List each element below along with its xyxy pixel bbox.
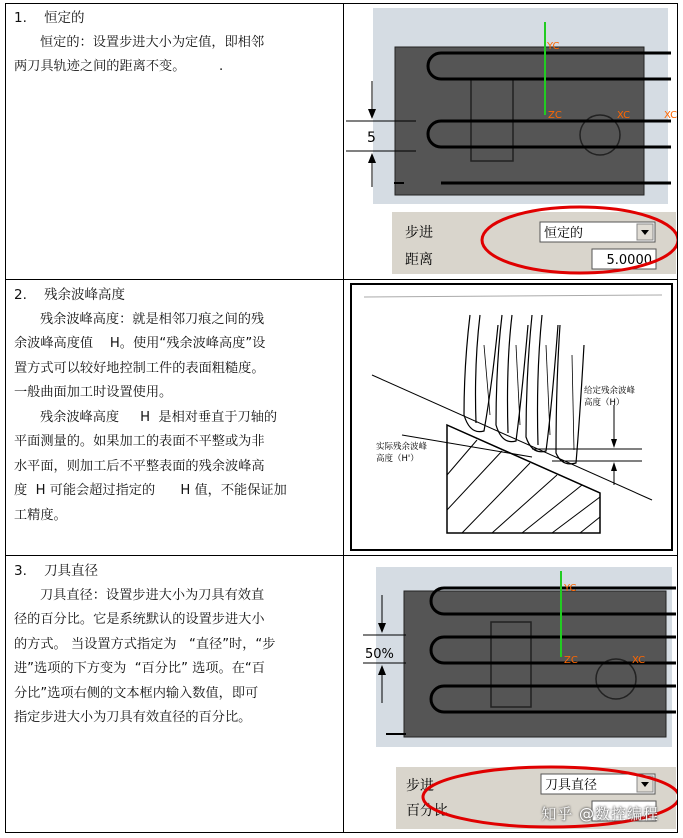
distance-label: 距离 (405, 252, 433, 268)
row-divider-1 (6, 279, 677, 280)
paragraph-line: 置方式可以较好地控制工件的表面粗糙度。 (14, 360, 265, 376)
section-3-figure (346, 557, 677, 832)
section-number: 3. (14, 563, 27, 579)
section-2-figure (350, 283, 673, 551)
paragraph-line: 的方式。 当设置方式指定为 “直径”时，“步 (14, 636, 276, 652)
stepover-select-value: 恒定的 (544, 226, 584, 241)
section-title: 残余波峰高度 (44, 287, 126, 303)
xc-label: XC (632, 655, 646, 666)
section-3-text (14, 559, 336, 731)
section-1-text (14, 6, 334, 80)
yc-label: YC (547, 41, 560, 52)
section-1-figure (346, 5, 677, 278)
percent-label: 百分比 (406, 803, 448, 819)
tool-diameter-diagram (346, 557, 677, 832)
section-number: 1. (14, 10, 27, 26)
stepover-label: 步进 (405, 225, 433, 241)
paragraph-line: 一般曲面加工时设置使用。 (14, 385, 173, 400)
distance-input[interactable] (592, 249, 656, 269)
document-table (5, 3, 678, 833)
dim-value: 5 (367, 130, 376, 146)
stepover-label: 步进 (406, 778, 434, 794)
paragraph-line: 度 H 可能会超过指定的 H 值，不能保证加 (14, 483, 287, 498)
paragraph-line: 径的百分比。它是系统默认的设置步进大小 (14, 612, 265, 627)
section-2-heading (14, 283, 336, 308)
dim-value: 50% (365, 647, 394, 662)
row-divider-2 (6, 555, 677, 556)
paragraph-line: 指定步进大小为刀具有效直径的百分比。 (14, 710, 252, 725)
paragraph-line: 余波峰高度值 H。使用“残余波峰高度”设 (14, 336, 266, 351)
stepover-select[interactable] (540, 222, 655, 242)
xc-label-edge: XC (664, 110, 677, 121)
paragraph-line: 水平面，则加工后不平整表面的残余波峰高 (14, 458, 265, 474)
xc-label: XC (617, 110, 631, 121)
paragraph-line: 恒定的：设置步进大小为定值，即相邻 (40, 34, 265, 50)
zc-label: ZC (564, 655, 578, 666)
paragraph-line: 残余波峰高度 H 是相对垂直于刀轴的 (40, 409, 278, 425)
given-height-label-2: 高度（H） (584, 398, 625, 408)
constant-stepover-diagram (346, 5, 677, 278)
section-number: 2. (14, 287, 27, 303)
section-2-text (14, 283, 336, 528)
distance-input-value: 5.0000 (606, 253, 652, 268)
paragraph-line: 刀具直径：设置步进大小为刀具有效直 (40, 587, 265, 603)
scallop-height-diagram (352, 285, 671, 549)
section-title: 恒定的 (44, 10, 85, 26)
stepover-select[interactable] (541, 774, 655, 794)
zc-label: ZC (548, 110, 562, 121)
paragraph-line: 进”选项的下方变为 “百分比” 选项。在“百 (14, 661, 265, 676)
section-title: 刀具直径 (44, 563, 99, 579)
actual-height-label-2: 高度（H'） (376, 454, 419, 464)
stepover-select-value: 刀具直径 (545, 778, 598, 793)
paragraph-line: 工精度。 (14, 507, 67, 523)
yc-label: YC (564, 583, 577, 594)
actual-height-label-1: 实际残余波峰 (376, 442, 428, 452)
paragraph-line: 两刀具轨迹之间的距离不变。 . (14, 59, 224, 74)
paragraph-line: 分比”选项右侧的文本框内输入数值，即可 (14, 685, 259, 701)
section-1-heading (14, 6, 334, 31)
paragraph-line: 平面测量的。如果加工的表面不平整或为非 (14, 434, 265, 449)
watermark: 知乎 @数控编程 (541, 805, 659, 823)
paragraph-line: 残余波峰高度：就是相邻刀痕之间的残 (40, 311, 265, 327)
section-3-heading (14, 559, 336, 584)
column-divider (343, 4, 344, 832)
given-height-label-1: 给定残余波峰 (584, 386, 636, 396)
